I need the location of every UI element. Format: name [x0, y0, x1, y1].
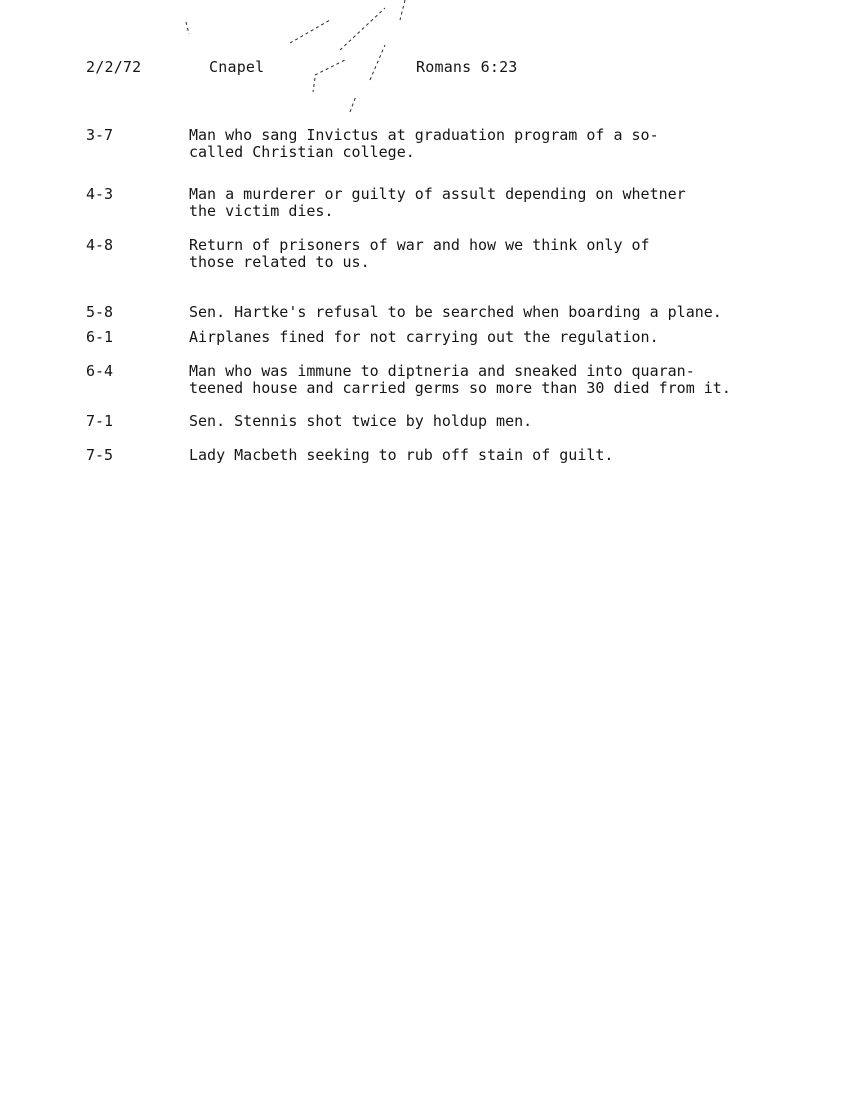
entry-reference: 5-8	[86, 303, 114, 321]
note-date: 2/2/72	[86, 58, 142, 76]
entry-reference: 3-7	[86, 126, 114, 144]
note-entry	[86, 447, 826, 487]
entry-text: Sen. Hartke's refusal to be searched when boarding a plane.	[189, 303, 722, 321]
entry-text: Man a murderer or guilty of assult depending on whetner the victim dies.	[189, 185, 686, 220]
entry-reference: 6-4	[86, 362, 114, 380]
entry-reference: 7-1	[86, 412, 114, 430]
entry-reference: 4-3	[86, 185, 114, 203]
note-entry	[86, 237, 826, 277]
entry-text: Man who was immune to diptneria and sneaked into quaran- teened house and carried germs so more than 30 died from it.	[189, 362, 731, 397]
entry-text: Lady Macbeth seeking to rub off stain of guilt.	[189, 446, 614, 464]
scripture-reference: Romans 6:23	[416, 58, 518, 76]
note-entry	[86, 127, 826, 167]
entry-text: Airplanes fined for not carrying out the regulation.	[189, 328, 659, 346]
note-entry	[86, 363, 826, 403]
note-place: Cnapel	[209, 58, 265, 76]
entry-reference: 7-5	[86, 446, 114, 464]
entry-reference: 6-1	[86, 328, 114, 346]
note-entry	[86, 186, 826, 226]
entry-reference: 4-8	[86, 236, 114, 254]
entry-text: Man who sang Invictus at graduation program of a so- called Christian college.	[189, 126, 659, 161]
entry-text: Return of prisoners of war and how we think only of those related to us.	[189, 236, 650, 271]
entry-text: Sen. Stennis shot twice by holdup men.	[189, 412, 533, 430]
